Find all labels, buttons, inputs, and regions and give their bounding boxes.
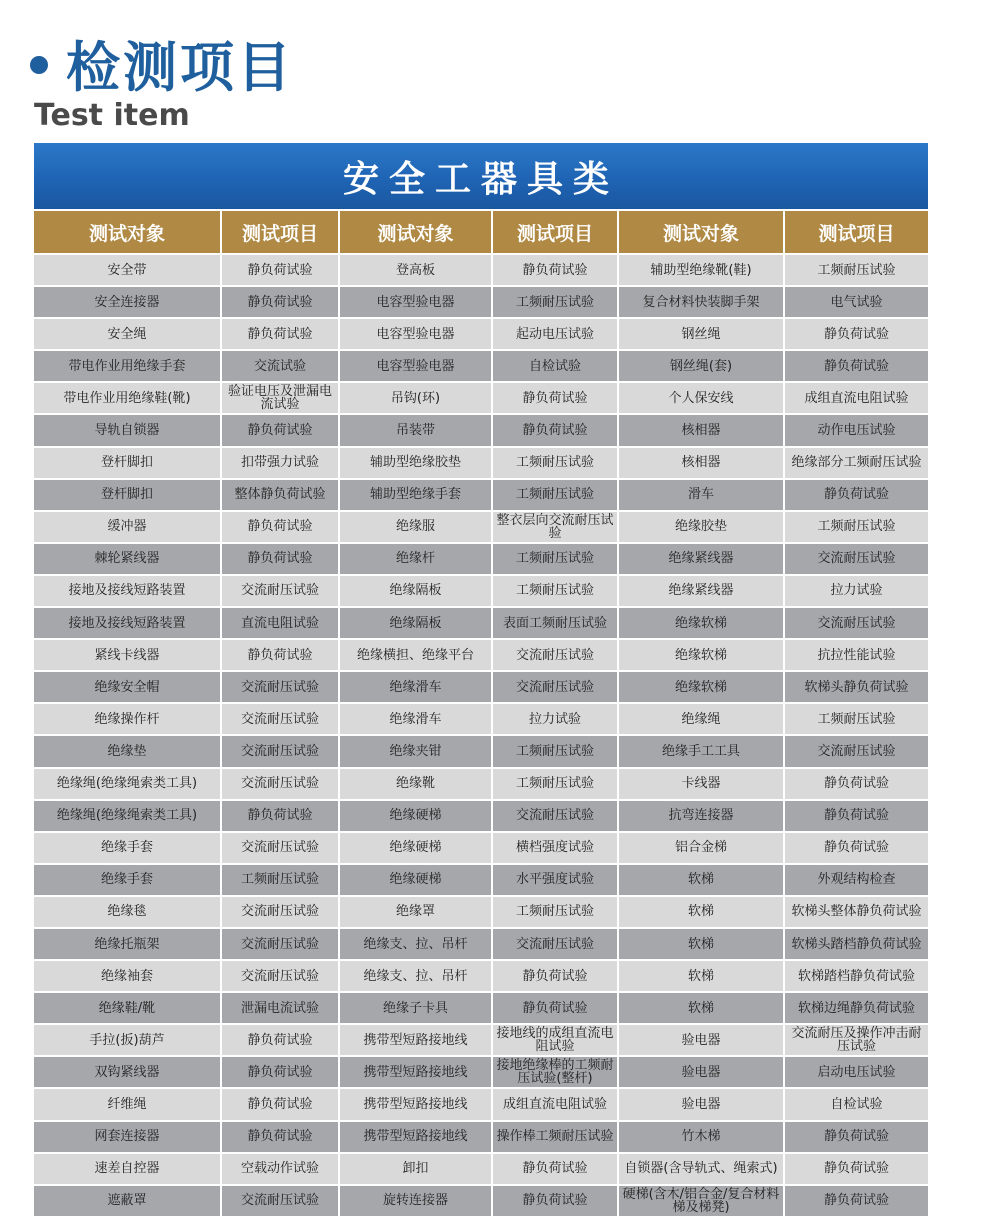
table-row [34, 543, 928, 575]
table-row [34, 768, 928, 800]
table-cell: 绝缘硬梯 [339, 864, 492, 896]
column-header: 测试项目 [492, 210, 618, 254]
title-text: 检测项目 [66, 35, 294, 99]
table-cell: 静负荷试验 [221, 639, 339, 671]
table-banner: 安全工器具类 [34, 143, 928, 209]
table-cell: 自锁器(含导轨式、绳索式) [618, 1153, 784, 1185]
table-cell: 软梯头静负荷试验 [784, 671, 928, 703]
table-cell: 表面工频耐压试验 [492, 607, 618, 639]
table-cell: 核相器 [618, 414, 784, 446]
table-cell: 绝缘隔板 [339, 607, 492, 639]
table-cell: 静负荷试验 [784, 800, 928, 832]
table-cell: 软梯头整体静负荷试验 [784, 896, 928, 928]
table-cell: 工频耐压试验 [492, 447, 618, 479]
table-cell: 工频耐压试验 [492, 896, 618, 928]
table-row [34, 639, 928, 671]
table-cell: 交流耐压试验 [784, 543, 928, 575]
table-cell: 静负荷试验 [492, 382, 618, 414]
table-cell: 抗拉性能试验 [784, 639, 928, 671]
table-cell: 拉力试验 [492, 703, 618, 735]
table-cell: 交流耐压及操作冲击耐压试验 [784, 1024, 928, 1056]
table-row [34, 607, 928, 639]
table-cell: 绝缘软梯 [618, 671, 784, 703]
table-cell: 交流耐压试验 [784, 735, 928, 767]
column-header: 测试对象 [618, 210, 784, 254]
table-cell: 绝缘滑车 [339, 703, 492, 735]
table-cell: 绝缘紧线器 [618, 543, 784, 575]
table-cell: 交流耐压试验 [221, 1185, 339, 1216]
table-cell: 交流耐压试验 [221, 832, 339, 864]
table-cell: 静负荷试验 [221, 254, 339, 286]
table-cell: 软梯 [618, 928, 784, 960]
table-row [34, 800, 928, 832]
table-row [34, 479, 928, 511]
table-cell: 静负荷试验 [221, 1088, 339, 1120]
table-row [34, 671, 928, 703]
table-cell: 静负荷试验 [492, 1185, 618, 1216]
table-cell: 携带型短路接地线 [339, 1056, 492, 1088]
table-cell: 交流耐压试验 [221, 896, 339, 928]
table-cell: 静负荷试验 [492, 992, 618, 1024]
table-cell: 紧线卡线器 [34, 639, 221, 671]
table-cell: 携带型短路接地线 [339, 1024, 492, 1056]
table-cell: 绝缘绳(绝缘绳索类工具) [34, 768, 221, 800]
table-cell: 软梯 [618, 992, 784, 1024]
table-cell: 绝缘手工工具 [618, 735, 784, 767]
table-cell: 静负荷试验 [784, 1185, 928, 1216]
table-cell: 工频耐压试验 [492, 286, 618, 318]
table-cell: 交流耐压试验 [492, 800, 618, 832]
table-cell: 工频耐压试验 [784, 254, 928, 286]
table-cell: 登杆脚扣 [34, 447, 221, 479]
table-cell: 绝缘夹钳 [339, 735, 492, 767]
table-cell: 绝缘托瓶架 [34, 928, 221, 960]
table-cell: 卡线器 [618, 768, 784, 800]
table-row [34, 286, 928, 318]
table-cell: 交流耐压试验 [221, 928, 339, 960]
table-cell: 工频耐压试验 [221, 864, 339, 896]
table-cell: 滑车 [618, 479, 784, 511]
table-cell: 软梯 [618, 960, 784, 992]
table-cell: 自检试验 [784, 1088, 928, 1120]
table-cell: 钢丝绳 [618, 318, 784, 350]
table-cell: 交流耐压试验 [221, 735, 339, 767]
table-cell: 吊装带 [339, 414, 492, 446]
table-cell: 外观结构检查 [784, 864, 928, 896]
table-row [34, 992, 928, 1024]
table-cell: 辅助型绝缘靴(鞋) [618, 254, 784, 286]
table-cell: 网套连接器 [34, 1121, 221, 1153]
table-cell: 个人保安线 [618, 382, 784, 414]
table-cell: 卸扣 [339, 1153, 492, 1185]
table-cell: 整体静负荷试验 [221, 479, 339, 511]
table-cell: 工频耐压试验 [784, 511, 928, 543]
table-cell: 钢丝绳(套) [618, 350, 784, 382]
table-cell: 静负荷试验 [784, 479, 928, 511]
table-cell: 空载动作试验 [221, 1153, 339, 1185]
table-row [34, 928, 928, 960]
table-cell: 携带型短路接地线 [339, 1088, 492, 1120]
table-cell: 绝缘硬梯 [339, 800, 492, 832]
table-cell: 验电器 [618, 1024, 784, 1056]
table-cell: 静负荷试验 [221, 1121, 339, 1153]
table-cell: 静负荷试验 [784, 1153, 928, 1185]
table-cell: 软梯边绳静负荷试验 [784, 992, 928, 1024]
table-cell: 绝缘垫 [34, 735, 221, 767]
table-cell: 静负荷试验 [221, 543, 339, 575]
table-cell: 动作电压试验 [784, 414, 928, 446]
page-subtitle: Test item [34, 98, 190, 133]
table-cell: 辅助型绝缘手套 [339, 479, 492, 511]
table-cell: 交流耐压试验 [492, 671, 618, 703]
table-row [34, 832, 928, 864]
column-header: 测试对象 [34, 210, 221, 254]
table-cell: 成组直流电阻试验 [492, 1088, 618, 1120]
header-row [34, 210, 928, 254]
table-cell: 拉力试验 [784, 575, 928, 607]
table-cell: 验证电压及泄漏电流试验 [221, 382, 339, 414]
table-cell: 静负荷试验 [221, 414, 339, 446]
table-cell: 交流耐压试验 [492, 928, 618, 960]
table-cell: 交流耐压试验 [221, 703, 339, 735]
table-cell: 静负荷试验 [784, 318, 928, 350]
table-cell: 静负荷试验 [784, 832, 928, 864]
table-row [34, 960, 928, 992]
table-cell: 绝缘子卡具 [339, 992, 492, 1024]
table-cell: 复合材料快装脚手架 [618, 286, 784, 318]
table-cell: 静负荷试验 [784, 350, 928, 382]
table-cell: 导轨自锁器 [34, 414, 221, 446]
table-cell: 绝缘鞋/靴 [34, 992, 221, 1024]
column-header: 测试项目 [784, 210, 928, 254]
table-row [34, 318, 928, 350]
table-cell: 工频耐压试验 [492, 735, 618, 767]
table-row [34, 414, 928, 446]
table-cell: 交流耐压试验 [221, 575, 339, 607]
table-cell: 软梯 [618, 896, 784, 928]
table-cell: 电容型验电器 [339, 350, 492, 382]
table-cell: 交流耐压试验 [221, 671, 339, 703]
table-cell: 验电器 [618, 1088, 784, 1120]
table-cell: 静负荷试验 [784, 1121, 928, 1153]
table-cell: 自检试验 [492, 350, 618, 382]
table-cell: 静负荷试验 [221, 1056, 339, 1088]
table-cell: 工频耐压试验 [492, 768, 618, 800]
table-cell: 交流耐压试验 [784, 607, 928, 639]
table-cell: 遮蔽罩 [34, 1185, 221, 1216]
table-cell: 安全连接器 [34, 286, 221, 318]
table-cell: 静负荷试验 [492, 960, 618, 992]
table-row [34, 1088, 928, 1120]
title-bullet-icon [30, 56, 48, 74]
table-cell: 缓冲器 [34, 511, 221, 543]
table-cell: 安全绳 [34, 318, 221, 350]
table-row [34, 382, 928, 414]
table-cell: 硬梯(含木/铝合金/复合材料梯及梯凳) [618, 1185, 784, 1216]
table-cell: 电容型验电器 [339, 318, 492, 350]
table-cell: 绝缘靴 [339, 768, 492, 800]
table-cell: 双钩紧线器 [34, 1056, 221, 1088]
table-cell: 吊钩(环) [339, 382, 492, 414]
table-cell: 操作棒工频耐压试验 [492, 1121, 618, 1153]
table-cell: 绝缘软梯 [618, 639, 784, 671]
table-cell: 登高板 [339, 254, 492, 286]
table-cell: 绝缘软梯 [618, 607, 784, 639]
table-cell: 交流耐压试验 [492, 639, 618, 671]
table-cell: 工频耐压试验 [492, 543, 618, 575]
table-row [34, 1185, 928, 1216]
table-cell: 竹木梯 [618, 1121, 784, 1153]
table-cell: 静负荷试验 [784, 768, 928, 800]
table-cell: 绝缘绳 [618, 703, 784, 735]
table-cell: 绝缘硬梯 [339, 832, 492, 864]
table-row [34, 1121, 928, 1153]
table-row [34, 1056, 928, 1088]
table-cell: 铝合金梯 [618, 832, 784, 864]
table-cell: 工频耐压试验 [784, 703, 928, 735]
table-cell: 绝缘紧线器 [618, 575, 784, 607]
table-row [34, 511, 928, 543]
table-cell: 绝缘操作杆 [34, 703, 221, 735]
table-row [34, 575, 928, 607]
table-cell: 交流耐压试验 [221, 960, 339, 992]
table-cell: 绝缘毯 [34, 896, 221, 928]
table-cell: 绝缘罩 [339, 896, 492, 928]
table-cell: 静负荷试验 [221, 511, 339, 543]
table-cell: 绝缘支、拉、吊杆 [339, 928, 492, 960]
table-cell: 静负荷试验 [492, 1153, 618, 1185]
table-cell: 工频耐压试验 [492, 575, 618, 607]
table-cell: 绝缘绳(绝缘绳索类工具) [34, 800, 221, 832]
table-cell: 登杆脚扣 [34, 479, 221, 511]
table-cell: 直流电阻试验 [221, 607, 339, 639]
table-cell: 接地绝缘棒的工频耐压试验(整杆) [492, 1056, 618, 1088]
table-cell: 整衣层向交流耐压试验 [492, 511, 618, 543]
table-row [34, 735, 928, 767]
table-cell: 水平强度试验 [492, 864, 618, 896]
table-cell: 静负荷试验 [221, 1024, 339, 1056]
table-cell: 安全带 [34, 254, 221, 286]
table-cell: 交流试验 [221, 350, 339, 382]
table-cell: 静负荷试验 [492, 254, 618, 286]
table-cell: 抗弯连接器 [618, 800, 784, 832]
table-cell: 绝缘隔板 [339, 575, 492, 607]
data-table [34, 209, 928, 1216]
table-cell: 绝缘袖套 [34, 960, 221, 992]
table-cell: 工频耐压试验 [492, 479, 618, 511]
table-cell: 携带型短路接地线 [339, 1121, 492, 1153]
table-cell: 泄漏电流试验 [221, 992, 339, 1024]
table-cell: 起动电压试验 [492, 318, 618, 350]
table-cell: 绝缘杆 [339, 543, 492, 575]
table-row [34, 1153, 928, 1185]
table-cell: 扣带强力试验 [221, 447, 339, 479]
table-row [34, 703, 928, 735]
table-cell: 棘轮紧线器 [34, 543, 221, 575]
table-cell: 接地线的成组直流电阻试验 [492, 1024, 618, 1056]
table-cell: 启动电压试验 [784, 1056, 928, 1088]
table-cell: 核相器 [618, 447, 784, 479]
table-cell: 绝缘手套 [34, 832, 221, 864]
table-cell: 绝缘滑车 [339, 671, 492, 703]
table-row [34, 1024, 928, 1056]
table-cell: 成组直流电阻试验 [784, 382, 928, 414]
table-row [34, 896, 928, 928]
table-cell: 电容型验电器 [339, 286, 492, 318]
table-cell: 静负荷试验 [221, 286, 339, 318]
table-cell: 交流耐压试验 [221, 768, 339, 800]
table-cell: 静负荷试验 [221, 318, 339, 350]
table-cell: 绝缘安全帽 [34, 671, 221, 703]
column-header: 测试项目 [221, 210, 339, 254]
table-cell: 带电作业用绝缘鞋(靴) [34, 382, 221, 414]
table-row [34, 447, 928, 479]
table-cell: 静负荷试验 [492, 414, 618, 446]
table-cell: 横档强度试验 [492, 832, 618, 864]
table-cell: 绝缘横担、绝缘平台 [339, 639, 492, 671]
table-row [34, 864, 928, 896]
table-cell: 绝缘支、拉、吊杆 [339, 960, 492, 992]
table-cell: 软梯 [618, 864, 784, 896]
table-cell: 软梯头踏档静负荷试验 [784, 928, 928, 960]
table-cell: 旋转连接器 [339, 1185, 492, 1216]
table-cell: 接地及接线短路装置 [34, 575, 221, 607]
table-cell: 速差自控器 [34, 1153, 221, 1185]
table-cell: 辅助型绝缘胶垫 [339, 447, 492, 479]
table-cell: 绝缘服 [339, 511, 492, 543]
table-cell: 纤维绳 [34, 1088, 221, 1120]
table-cell: 接地及接线短路装置 [34, 607, 221, 639]
test-items-table [34, 143, 928, 1216]
table-row [34, 350, 928, 382]
column-header: 测试对象 [339, 210, 492, 254]
table-cell: 手拉(扳)葫芦 [34, 1024, 221, 1056]
table-cell: 验电器 [618, 1056, 784, 1088]
table-cell: 软梯踏档静负荷试验 [784, 960, 928, 992]
table-cell: 绝缘部分工频耐压试验 [784, 447, 928, 479]
table-row [34, 254, 928, 286]
table-cell: 带电作业用绝缘手套 [34, 350, 221, 382]
table-cell: 电气试验 [784, 286, 928, 318]
page-title [30, 28, 294, 98]
table-cell: 绝缘胶垫 [618, 511, 784, 543]
table-cell: 绝缘手套 [34, 864, 221, 896]
table-cell: 静负荷试验 [221, 800, 339, 832]
